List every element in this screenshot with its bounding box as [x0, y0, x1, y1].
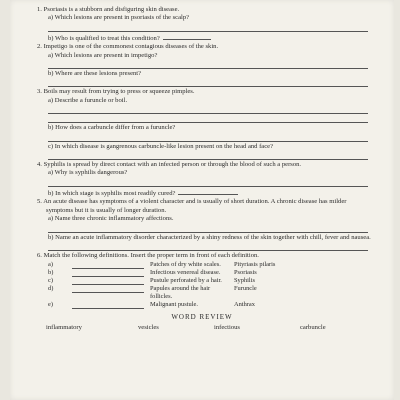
- word-review-list: [32, 324, 372, 332]
- match-answer-blank[interactable]: [72, 302, 144, 309]
- match-letter: e): [48, 300, 53, 308]
- review-word: inflammatory: [46, 323, 82, 331]
- question-2: [32, 43, 372, 51]
- question-number: 1.: [37, 6, 42, 13]
- question-4b: [32, 188, 372, 198]
- question-number: 3.: [37, 88, 42, 96]
- word-review-title: WORD REVIEW: [171, 312, 233, 321]
- question-text: Match the following definitions. Insert the proper term in front of each definition.: [43, 251, 259, 259]
- question-4: [32, 161, 372, 169]
- match-answer-blank[interactable]: [72, 270, 144, 277]
- review-word: carbuncle: [300, 323, 326, 331]
- question-text: Syphilis is spread by direct contact with an infected person or through the blood of such a person.: [43, 161, 302, 169]
- question-text: b) Who is qualified to treat this condition?: [48, 34, 160, 42]
- question-number: 4.: [37, 161, 42, 169]
- question-1a: a) Which lesions are present in psoriasis of the scalp?: [48, 14, 190, 22]
- match-term: Psoriasis: [234, 269, 257, 277]
- match-letter: c): [48, 277, 53, 285]
- question-text: An acute disease has symptoms of a violent character and is usually of short duration. A chronic disease has milder symptoms but it is usually of longer duration.: [43, 198, 347, 214]
- answer-line[interactable]: [48, 106, 368, 114]
- question-3b: b) How does a carbuncle differ from a furuncle?: [48, 124, 176, 132]
- question-2b: b) Where are these lesions present?: [48, 70, 142, 78]
- answer-blank[interactable]: [178, 188, 238, 195]
- worksheet-page: [10, 0, 394, 400]
- question-3c: c) In which disease is gangrenous carbuncle-like lesion present on the head and face?: [48, 142, 274, 150]
- answer-line[interactable]: [48, 61, 368, 69]
- match-definition: Patches of dry white scales.: [150, 261, 221, 269]
- match-definition: Papules around the hair follicles.: [150, 285, 211, 300]
- match-letter: a): [48, 261, 53, 269]
- match-term: Pityriasis pilaris: [234, 261, 276, 269]
- question-1: [32, 6, 372, 14]
- matching-table: [32, 261, 372, 308]
- question-number: 2.: [37, 43, 42, 51]
- match-answer-blank[interactable]: [72, 262, 144, 269]
- answer-line[interactable]: [48, 115, 368, 123]
- match-definition: Pustule perforated by a hair.: [150, 277, 222, 285]
- question-5a: a) Name three chronic inflammatory affections.: [48, 215, 174, 223]
- match-definition: Malignant pustule.: [150, 300, 198, 308]
- answer-line[interactable]: [48, 79, 368, 87]
- match-term: Anthrax: [234, 300, 255, 308]
- answer-line[interactable]: [48, 152, 368, 160]
- match-term: Furuncle: [234, 285, 257, 293]
- question-6: [32, 252, 372, 260]
- answer-blank[interactable]: [163, 33, 211, 40]
- question-1b: [32, 33, 372, 43]
- answer-line[interactable]: [48, 134, 368, 142]
- worksheet-content: [32, 6, 372, 332]
- question-3a: a) Describe a furuncle or boil.: [48, 96, 128, 104]
- question-text: b) In which stage is syphilis most readily cured?: [48, 189, 176, 197]
- match-letter: b): [48, 269, 54, 277]
- question-3: [32, 88, 372, 96]
- answer-line[interactable]: [48, 24, 368, 32]
- answer-line[interactable]: [48, 179, 368, 187]
- question-number: 5.: [37, 198, 42, 206]
- match-definition: Infectious venereal disease.: [150, 269, 221, 277]
- match-term: Syphilis: [234, 277, 255, 285]
- question-text: Impetigo is one of the commonest contagious diseases of the skin.: [43, 43, 219, 51]
- answer-line[interactable]: [48, 225, 368, 233]
- question-5b: b) Name an acute inflammatory disorder characterized by a shiny redness of the skin together with chill, fever and nausea.: [48, 233, 371, 241]
- match-letter: d): [48, 285, 54, 293]
- answer-line[interactable]: [48, 243, 368, 251]
- question-text: Psoriasis is a stubborn and disfiguring skin disease.: [43, 6, 180, 13]
- question-2a: a) Which lesions are present in impetigo?: [48, 51, 158, 59]
- question-number: 6.: [37, 251, 42, 259]
- question-4a: a) Why is syphilis dangerous?: [48, 169, 128, 177]
- review-word: vesicles: [138, 323, 159, 331]
- match-answer-blank[interactable]: [72, 286, 144, 293]
- question-5: [32, 198, 372, 215]
- question-text: Boils may result from trying to press or squeeze pimples.: [43, 88, 195, 96]
- match-answer-blank[interactable]: [72, 278, 144, 285]
- review-word: infectious: [214, 323, 241, 331]
